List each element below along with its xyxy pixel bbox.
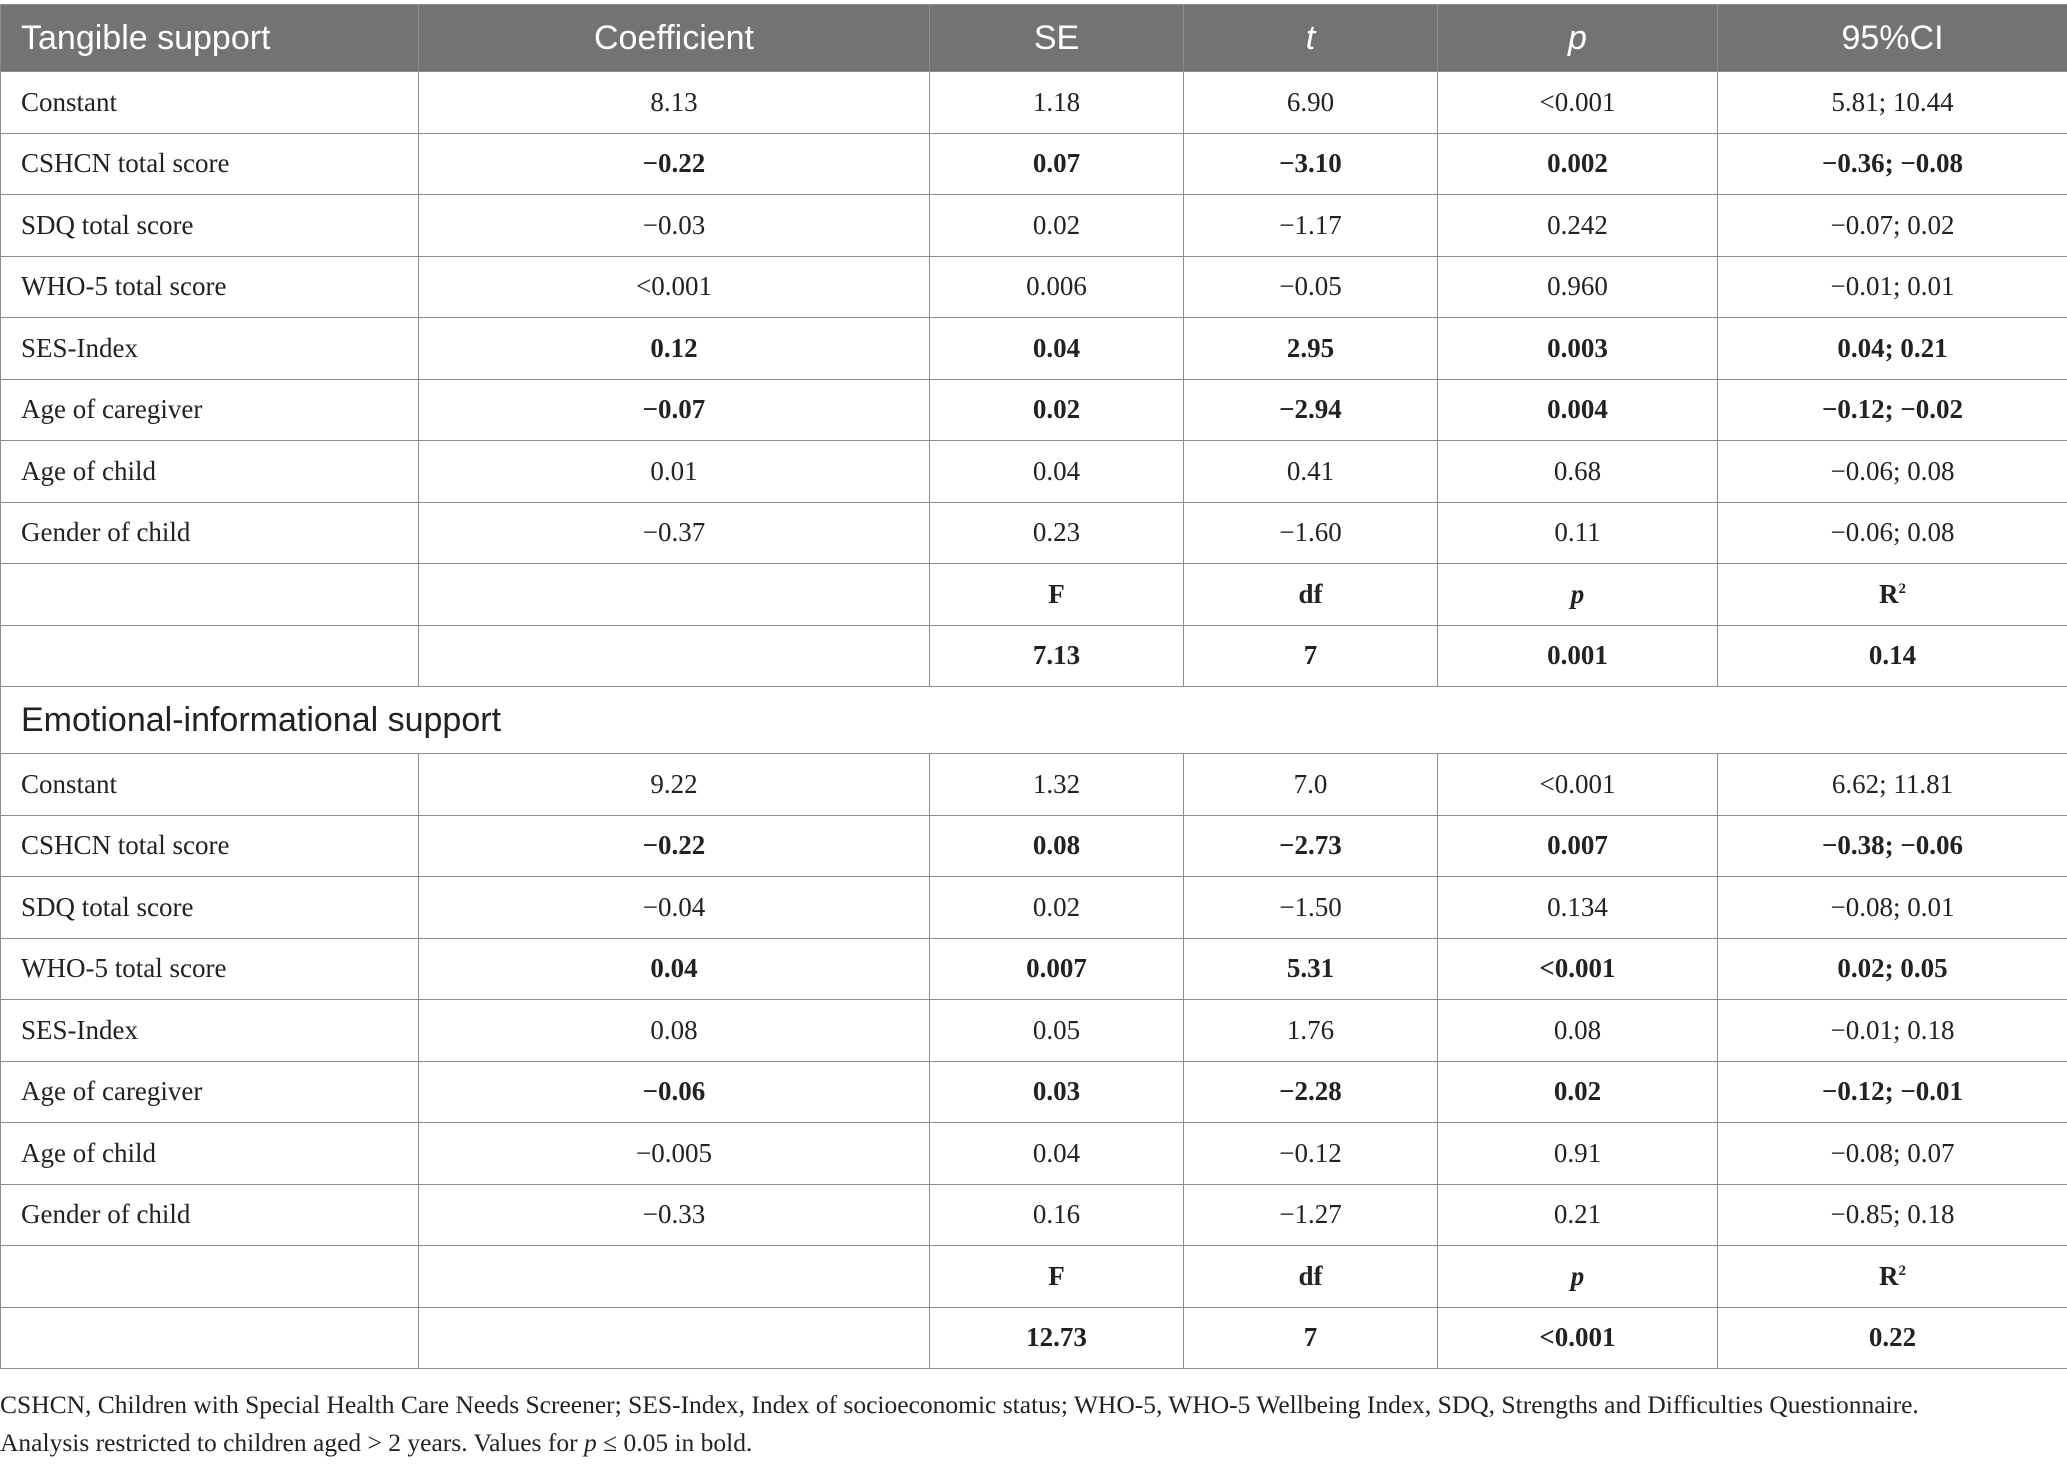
ci-cell: −0.08; 0.01	[1718, 877, 2067, 939]
se-cell: 0.03	[930, 1061, 1184, 1123]
table-row	[1, 318, 2067, 380]
model-fit-values-row	[1, 625, 2067, 687]
p-cell: 0.002	[1438, 133, 1718, 195]
table-row	[1, 815, 2067, 877]
header-tangible-support: Tangible support	[1, 5, 419, 72]
row-label: Constant	[1, 72, 419, 134]
se-cell: 0.02	[930, 379, 1184, 441]
table-row	[1, 379, 2067, 441]
footnote-abbreviations: CSHCN, Children with Special Health Care Needs Screener; SES-Index, Index of socioeconomic status; WHO-5, WHO-5 Wellbeing Index, SDQ, Strengths and Difficulties Questionnaire.	[0, 1390, 1919, 1419]
r2-superscript: 2	[1898, 1262, 1906, 1279]
coef-cell: −0.07	[419, 379, 930, 441]
se-cell: 0.23	[930, 502, 1184, 564]
ci-cell: −0.07; 0.02	[1718, 195, 2067, 257]
row-label: SES-Index	[1, 1000, 419, 1062]
p-cell: 0.68	[1438, 441, 1718, 503]
se-cell: 0.08	[930, 815, 1184, 877]
empty-cell	[419, 1246, 930, 1308]
empty-cell	[419, 564, 930, 626]
regression-table	[0, 4, 2067, 1369]
model-f-header: F	[930, 1246, 1184, 1308]
coef-cell: 0.08	[419, 1000, 930, 1062]
model-r2-value: 0.22	[1718, 1307, 2067, 1369]
model-p-header: p	[1438, 564, 1718, 626]
se-cell: 0.02	[930, 195, 1184, 257]
header-p: p	[1438, 5, 1718, 72]
table-row	[1, 1061, 2067, 1123]
row-label: SDQ total score	[1, 195, 419, 257]
t-cell: −2.73	[1184, 815, 1438, 877]
table-row	[1, 754, 2067, 816]
ci-cell: 0.02; 0.05	[1718, 938, 2067, 1000]
empty-cell	[1, 1307, 419, 1369]
t-cell: −1.50	[1184, 877, 1438, 939]
row-label: Constant	[1, 754, 419, 816]
coef-cell: 0.01	[419, 441, 930, 503]
table-row	[1, 877, 2067, 939]
se-cell: 1.18	[930, 72, 1184, 134]
t-cell: −1.17	[1184, 195, 1438, 257]
coef-cell: 0.12	[419, 318, 930, 380]
coef-cell: 0.04	[419, 938, 930, 1000]
row-label: CSHCN total score	[1, 815, 419, 877]
se-cell: 0.07	[930, 133, 1184, 195]
model-f-header: F	[930, 564, 1184, 626]
header-t: t	[1184, 5, 1438, 72]
model-df-value: 7	[1184, 625, 1438, 687]
table-row	[1, 72, 2067, 134]
model-df-header: df	[1184, 1246, 1438, 1308]
p-cell: 0.242	[1438, 195, 1718, 257]
se-cell: 0.02	[930, 877, 1184, 939]
ci-cell: −0.08; 0.07	[1718, 1123, 2067, 1185]
model-f-value: 12.73	[930, 1307, 1184, 1369]
p-cell: 0.21	[1438, 1184, 1718, 1246]
se-cell: 0.16	[930, 1184, 1184, 1246]
table-row	[1, 133, 2067, 195]
r2-label: R	[1879, 578, 1899, 609]
table-header-row	[1, 5, 2067, 72]
table-row	[1, 441, 2067, 503]
row-label: CSHCN total score	[1, 133, 419, 195]
t-cell: 7.0	[1184, 754, 1438, 816]
footnote-notes	[0, 1424, 2060, 1462]
coef-cell: −0.22	[419, 133, 930, 195]
row-label: WHO-5 total score	[1, 256, 419, 318]
ci-cell: −0.12; −0.01	[1718, 1061, 2067, 1123]
table-row	[1, 502, 2067, 564]
empty-cell	[1, 564, 419, 626]
t-cell: 6.90	[1184, 72, 1438, 134]
p-cell: 0.004	[1438, 379, 1718, 441]
model-df-value: 7	[1184, 1307, 1438, 1369]
t-cell: −3.10	[1184, 133, 1438, 195]
p-cell: <0.001	[1438, 938, 1718, 1000]
row-label: Gender of child	[1, 1184, 419, 1246]
coef-cell: −0.04	[419, 877, 930, 939]
coef-cell: 8.13	[419, 72, 930, 134]
se-cell: 0.04	[930, 441, 1184, 503]
r2-superscript: 2	[1898, 580, 1906, 597]
t-cell: −1.60	[1184, 502, 1438, 564]
se-cell: 0.04	[930, 318, 1184, 380]
t-cell: −2.28	[1184, 1061, 1438, 1123]
table-row	[1, 1000, 2067, 1062]
footnote-text-end: ≤ 0.05 in bold.	[596, 1428, 753, 1457]
p-cell: 0.02	[1438, 1061, 1718, 1123]
ci-cell: −0.85; 0.18	[1718, 1184, 2067, 1246]
model-r2-header	[1718, 564, 2067, 626]
model-p-value: <0.001	[1438, 1307, 1718, 1369]
footnote-p-symbol: p	[583, 1428, 597, 1457]
coef-cell: <0.001	[419, 256, 930, 318]
t-cell: −2.94	[1184, 379, 1438, 441]
t-cell: 5.31	[1184, 938, 1438, 1000]
p-cell: 0.08	[1438, 1000, 1718, 1062]
model-fit-values-row	[1, 1307, 2067, 1369]
t-cell: −0.12	[1184, 1123, 1438, 1185]
p-cell: <0.001	[1438, 72, 1718, 134]
section-header-row	[1, 687, 2067, 754]
model-r2-value: 0.14	[1718, 625, 2067, 687]
row-label: Gender of child	[1, 502, 419, 564]
model-df-header: df	[1184, 564, 1438, 626]
coef-cell: −0.37	[419, 502, 930, 564]
ci-cell: −0.38; −0.06	[1718, 815, 2067, 877]
coef-cell: −0.06	[419, 1061, 930, 1123]
header-se: SE	[930, 5, 1184, 72]
empty-cell	[1, 625, 419, 687]
p-cell: 0.134	[1438, 877, 1718, 939]
ci-cell: −0.36; −0.08	[1718, 133, 2067, 195]
t-cell: 2.95	[1184, 318, 1438, 380]
coef-cell: −0.22	[419, 815, 930, 877]
t-cell: 0.41	[1184, 441, 1438, 503]
model-fit-header-row	[1, 1246, 2067, 1308]
row-label: SDQ total score	[1, 877, 419, 939]
t-cell: −1.27	[1184, 1184, 1438, 1246]
header-coefficient: Coefficient	[419, 5, 930, 72]
ci-cell: −0.06; 0.08	[1718, 502, 2067, 564]
header-95ci: 95%CI	[1718, 5, 2067, 72]
se-cell: 0.04	[930, 1123, 1184, 1185]
table-row	[1, 1184, 2067, 1246]
model-p-header: p	[1438, 1246, 1718, 1308]
p-cell: 0.007	[1438, 815, 1718, 877]
row-label: SES-Index	[1, 318, 419, 380]
t-cell: −0.05	[1184, 256, 1438, 318]
row-label: Age of caregiver	[1, 379, 419, 441]
ci-cell: −0.12; −0.02	[1718, 379, 2067, 441]
p-cell: 0.960	[1438, 256, 1718, 318]
ci-cell: 6.62; 11.81	[1718, 754, 2067, 816]
p-cell: <0.001	[1438, 754, 1718, 816]
se-cell: 0.006	[930, 256, 1184, 318]
coef-cell: −0.33	[419, 1184, 930, 1246]
model-r2-header	[1718, 1246, 2067, 1308]
ci-cell: −0.01; 0.01	[1718, 256, 2067, 318]
empty-cell	[419, 1307, 930, 1369]
row-label: Age of child	[1, 1123, 419, 1185]
ci-cell: 0.04; 0.21	[1718, 318, 2067, 380]
p-cell: 0.11	[1438, 502, 1718, 564]
row-label: WHO-5 total score	[1, 938, 419, 1000]
se-cell: 0.007	[930, 938, 1184, 1000]
row-label: Age of caregiver	[1, 1061, 419, 1123]
model-p-value: 0.001	[1438, 625, 1718, 687]
ci-cell: −0.01; 0.18	[1718, 1000, 2067, 1062]
empty-cell	[419, 625, 930, 687]
p-cell: 0.91	[1438, 1123, 1718, 1185]
table-row	[1, 938, 2067, 1000]
se-cell: 0.05	[930, 1000, 1184, 1062]
coef-cell: 9.22	[419, 754, 930, 816]
empty-cell	[1, 1246, 419, 1308]
ci-cell: 5.81; 10.44	[1718, 72, 2067, 134]
table-row	[1, 195, 2067, 257]
p-cell: 0.003	[1438, 318, 1718, 380]
model-fit-header-row	[1, 564, 2067, 626]
ci-cell: −0.06; 0.08	[1718, 441, 2067, 503]
table-row	[1, 1123, 2067, 1185]
model-f-value: 7.13	[930, 625, 1184, 687]
section-title-emotional: Emotional-informational support	[1, 687, 2067, 754]
se-cell: 1.32	[930, 754, 1184, 816]
footnote-text: Analysis restricted to children aged > 2 years. Values for	[0, 1428, 584, 1457]
table-row	[1, 256, 2067, 318]
coef-cell: −0.005	[419, 1123, 930, 1185]
table-footnote	[0, 1386, 2060, 1462]
r2-label: R	[1879, 1260, 1899, 1291]
row-label: Age of child	[1, 441, 419, 503]
t-cell: 1.76	[1184, 1000, 1438, 1062]
coef-cell: −0.03	[419, 195, 930, 257]
